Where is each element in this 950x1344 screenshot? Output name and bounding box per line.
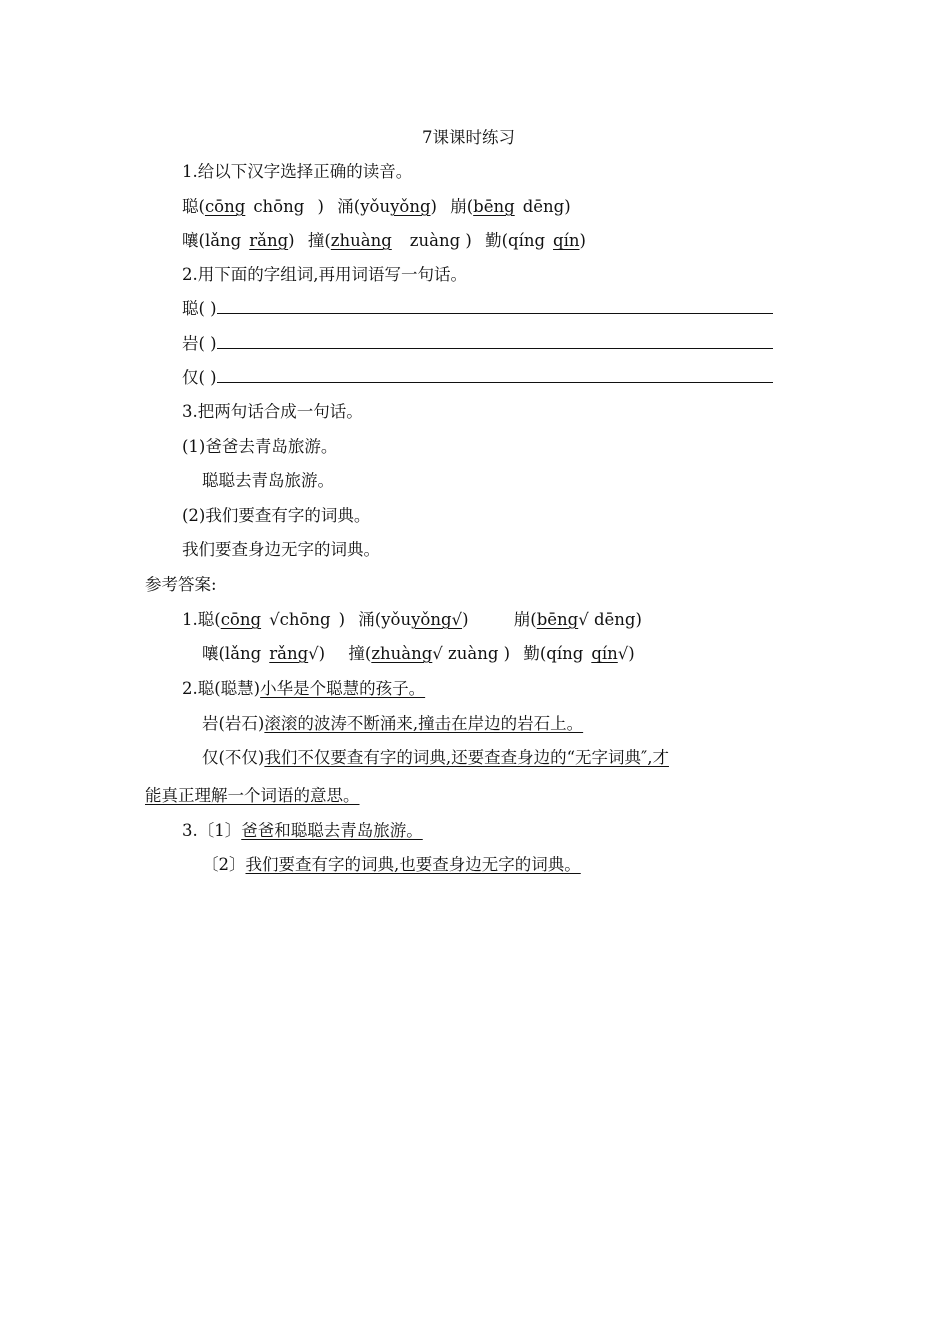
q2-word-blank: 仅( ) — [182, 368, 217, 387]
answer-2-line-2 — [202, 713, 583, 735]
answer-number: 1. — [182, 610, 198, 629]
answer-close: ) — [462, 610, 469, 629]
q3-heading: 3.把两句话合成一句话。 — [182, 402, 363, 421]
answer-option: √) — [308, 644, 326, 663]
q1-close: ) — [460, 231, 472, 250]
answer-number: 3.〔1〕 — [182, 821, 242, 840]
q3-sentence: (1)爸爸去青岛旅游。 — [182, 437, 338, 456]
q1-char: 崩( — [450, 197, 474, 216]
q1-close: ) — [579, 231, 586, 250]
q1-char: 勤( — [485, 231, 509, 250]
answer-1-row-1 — [182, 609, 642, 631]
answer-line — [217, 334, 773, 349]
q1-option: qín — [553, 231, 580, 250]
q2-item-1 — [182, 298, 773, 320]
q1-close: ) — [564, 197, 571, 216]
answer-char: 撞( — [348, 644, 372, 663]
answer-sentence: 小华是个聪慧的孩子。 — [260, 679, 426, 698]
q1-option: yǒng — [390, 197, 431, 216]
answer-3-line-2 — [202, 854, 581, 876]
q1-option: lǎng — [204, 231, 242, 250]
answer-2-line-1 — [182, 678, 425, 700]
q1-close: ) — [430, 197, 437, 216]
answer-number: 〔2〕 — [202, 855, 246, 874]
q1-option: qíng — [508, 231, 546, 250]
q1-option: rǎng — [249, 231, 289, 250]
answer-word: 仅(不仅) — [202, 748, 265, 767]
answer-2-line-3 — [202, 747, 669, 769]
q1-heading: 1.给以下汉字选择正确的读音。 — [182, 162, 413, 181]
answer-option: √) — [617, 644, 635, 663]
answer-option: zhuàng — [371, 644, 433, 663]
answer-word: 岩(岩石) — [202, 714, 265, 733]
answer-char: 涌(yǒu — [358, 610, 412, 629]
answer-close: ) — [338, 610, 346, 629]
q1-char: 嚷( — [182, 231, 205, 250]
answer-option: bēng — [536, 610, 579, 629]
q1-option: zhuàng — [330, 231, 392, 250]
answer-sentence: 能真正理解一个词语的意思。 — [145, 786, 360, 805]
answer-char: 勤(qíng — [523, 644, 584, 663]
q2-item-2 — [182, 333, 773, 355]
q1-option: cōng — [204, 197, 246, 216]
q2-heading: 2.用下面的字组词,再用词语写一句话。 — [182, 265, 467, 284]
q2-word-blank: 聪( ) — [182, 299, 217, 318]
answer-line — [217, 299, 773, 314]
answer-2-line-4 — [145, 785, 360, 807]
q1-option: yǒu — [360, 197, 391, 216]
page-title: 7课课时练习 — [422, 128, 515, 147]
q1-option: dēng — [522, 197, 565, 216]
q1-option: zuàng — [409, 231, 461, 250]
answer-word: 2.聪(聪慧) — [182, 679, 261, 698]
answer-sentence: 滚滚的波涛不断涌来,撞击在岸边的岩石上。 — [264, 714, 584, 733]
q1-char: 撞( — [307, 231, 331, 250]
answer-3-line-1 — [182, 820, 423, 842]
q2-item-3 — [182, 367, 773, 389]
answer-option: qín — [591, 644, 618, 663]
answer-sentence: 我们不仅要查有字的词典,还要查查身边的“无字词典″,才 — [264, 748, 669, 767]
answer-char: 聪( — [197, 610, 221, 629]
q1-row-1 — [182, 196, 571, 218]
q1-row-2 — [182, 230, 586, 252]
answers-heading: 参考答案: — [145, 575, 217, 594]
answer-char: 嚷(lǎng — [202, 644, 262, 663]
answer-option: √chōng — [269, 610, 331, 629]
answer-option: cōng — [220, 610, 262, 629]
answer-line — [217, 368, 773, 383]
q3-sentence: 我们要查身边无字的词典。 — [182, 540, 380, 559]
q1-char: 聪( — [182, 197, 205, 216]
q3-sentence: 聪聪去青岛旅游。 — [202, 471, 334, 490]
answer-1-row-2 — [202, 643, 635, 665]
q1-close: ) — [312, 197, 324, 216]
answer-option: √ zuàng ) — [432, 644, 511, 663]
q3-sentence: (2)我们要查有字的词典。 — [182, 506, 371, 525]
q1-option: bēng — [473, 197, 515, 216]
answer-char: 崩( — [513, 610, 537, 629]
answer-option: yǒng√ — [411, 610, 463, 629]
q1-char: 涌( — [337, 197, 361, 216]
answer-sentence: 爸爸和聪聪去青岛旅游。 — [241, 821, 423, 840]
answer-option: rǎng — [269, 644, 309, 663]
q1-close: ) — [288, 231, 295, 250]
answer-sentence: 我们要查有字的词典,也要查身边无字的词典。 — [245, 855, 581, 874]
answer-option: √ dēng) — [578, 610, 642, 629]
q1-option: chōng — [253, 197, 305, 216]
q2-word-blank: 岩( ) — [182, 334, 217, 353]
